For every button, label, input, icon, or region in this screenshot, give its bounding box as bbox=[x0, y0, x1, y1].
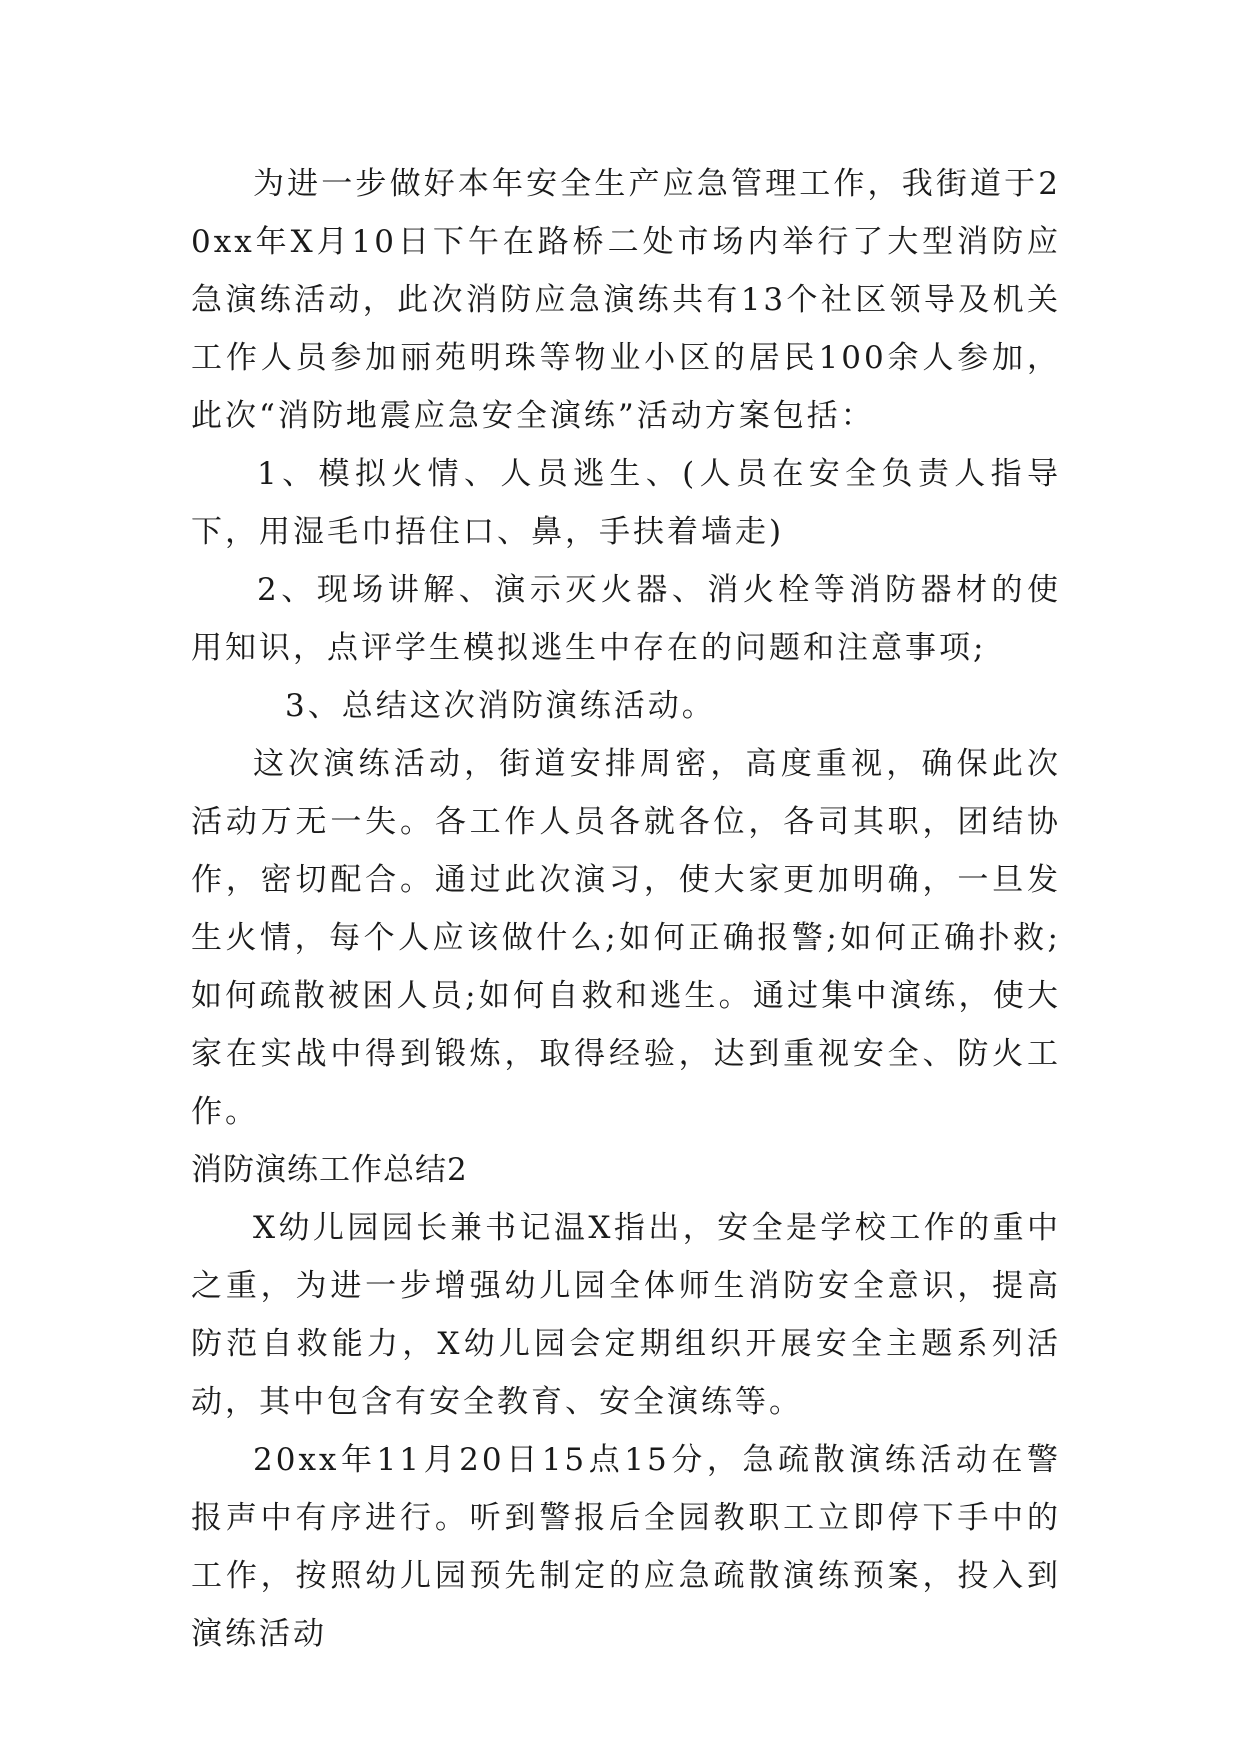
paragraph-kindergarten: X幼儿园园长兼书记温X指出，安全是学校工作的重中之重，为进一步增强幼儿园全体师生消防安全意识，提高防范自救能力，X幼儿园会定期组织开展安全主题系列活动，其中包含有安全教育、安全演练等。 bbox=[191, 1210, 1061, 1420]
document-body bbox=[191, 155, 1061, 1663]
paragraph-intro: 为进一步做好本年安全生产应急管理工作，我街道于20xx年X月10日下午在路桥二处市场内举行了大型消防应急演练活动，此次消防应急演练共有13个社区领导及机关工作人员参加丽苑明珠等物业小区的居民100余人参加，此次“消防地震应急安全演练”活动方案包括： bbox=[191, 166, 1061, 434]
paragraph-drill: 20xx年11月20日15点15分，急疏散演练活动在警报声中有序进行。听到警报后全园教职工立即停下手中的工作，按照幼儿园预先制定的应急疏散演练预案，投入到演练活动 bbox=[191, 1442, 1061, 1652]
section-heading: 消防演练工作总结2 bbox=[191, 1152, 468, 1188]
paragraph-summary: 这次演练活动，街道安排周密，高度重视，确保此次活动万无一失。各工作人员各就各位，各司其职，团结协作，密切配合。通过此次演习，使大家更加明确，一旦发生火情，每个人应该做什么;如何正确报警;如何正确扑救;如何疏散被困人员;如何自救和逃生。通过集中演练，使大家在实战中得到锻炼，取得经验，达到重视安全、防火工作。 bbox=[191, 746, 1061, 1130]
list-item-1: 1、模拟火情、人员逃生、(人员在安全负责人指导下，用湿毛巾捂住口、鼻，手扶着墙走) bbox=[191, 456, 1061, 550]
list-item-3: 3、总结这次消防演练活动。 bbox=[285, 688, 716, 724]
list-item-2: 2、现场讲解、演示灭火器、消火栓等消防器材的使用知识，点评学生模拟逃生中存在的问题和注意事项; bbox=[191, 572, 1061, 666]
